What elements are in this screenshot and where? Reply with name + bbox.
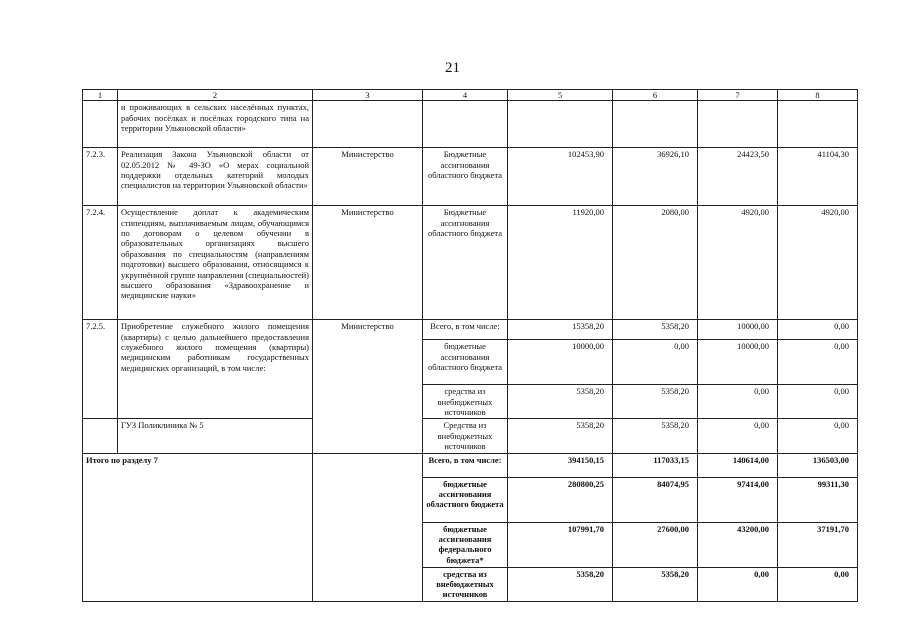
row-value: 394150,15	[508, 453, 613, 477]
row-source: Бюджетные ассигнования областного бюджета	[423, 206, 508, 320]
row-value: 43200,00	[698, 522, 778, 567]
row-org: Министерство	[313, 206, 423, 320]
row-value: 5358,20	[508, 419, 613, 453]
header-row	[83, 90, 858, 101]
row-value: 5358,20	[613, 385, 698, 419]
row-value: 102453,90	[508, 148, 613, 206]
row-value: 24423,50	[698, 148, 778, 206]
row-description: и проживающих в сельских населённых пунктах, рабочих посёлках и посёлках городского типа на территории Ульяновской области»	[118, 101, 313, 148]
row-value: 0,00	[778, 419, 858, 453]
row-source: Всего, в том числе:	[423, 320, 508, 340]
row-value: 0,00	[698, 385, 778, 419]
table-row	[83, 206, 858, 320]
row-source: Средства из внебюджетных источников	[423, 419, 508, 453]
row-value: 84074,95	[613, 477, 698, 522]
row-value: 4920,00	[778, 206, 858, 320]
row-value: 97414,00	[698, 477, 778, 522]
col-header: 4	[423, 90, 508, 101]
row-value: 36926,10	[613, 148, 698, 206]
page-number: 21	[445, 60, 460, 76]
row-value: 140614,00	[698, 453, 778, 477]
budget-table	[82, 89, 858, 602]
row-value: 5358,20	[613, 419, 698, 453]
row-number	[83, 419, 118, 453]
row-org: Министерство	[313, 148, 423, 206]
row-value: 136503,00	[778, 453, 858, 477]
row-number: 7.2.3.	[83, 148, 118, 206]
table-row	[83, 320, 858, 340]
total-row	[83, 522, 858, 567]
row-value: 0,00	[778, 567, 858, 601]
row-value: 2080,00	[613, 206, 698, 320]
col-header: 3	[313, 90, 423, 101]
row-value: 99311,30	[778, 477, 858, 522]
row-value: 5358,20	[508, 385, 613, 419]
row-value: 10000,00	[698, 340, 778, 385]
col-header: 8	[778, 90, 858, 101]
row-number: 7.2.4.	[83, 206, 118, 320]
row-source: Всего, в том числе:	[423, 453, 508, 477]
row-source: Бюджетные ассигнования областного бюджета	[423, 148, 508, 206]
total-row	[83, 567, 858, 601]
row-value: 117033,15	[613, 453, 698, 477]
col-header: 6	[613, 90, 698, 101]
row-value: 107991,70	[508, 522, 613, 567]
table-row	[83, 419, 858, 453]
col-header: 1	[83, 90, 118, 101]
table-row	[83, 101, 858, 148]
total-row	[83, 453, 858, 477]
row-value: 11920,00	[508, 206, 613, 320]
col-header: 2	[118, 90, 313, 101]
row-value: 5358,20	[508, 567, 613, 601]
row-source: средства из внебюджетных источников	[423, 385, 508, 419]
col-header: 5	[508, 90, 613, 101]
row-source: бюджетные ассигнования областного бюджета	[423, 477, 508, 522]
row-number: 7.2.5.	[83, 320, 118, 419]
row-description: Реализация Закона Ульяновской области от 02.05.2012 № 49-ЗО «О мерах социальной поддержки отдельных категорий молодых специалистов на территории Ульяновской области»	[118, 148, 313, 206]
row-value: 10000,00	[698, 320, 778, 340]
row-source: средства из внебюджетных источников	[423, 567, 508, 601]
total-row	[83, 477, 858, 522]
table-row	[83, 148, 858, 206]
total-label: Итого по разделу 7	[83, 453, 313, 477]
row-value: 41104,30	[778, 148, 858, 206]
row-value: 0,00	[778, 385, 858, 419]
row-org: Министерство	[313, 320, 423, 453]
row-description: Приобретение служебного жилого помещения (квартиры) с целью дальнейшего предоставления служебного жилого помещения (квартиры) медицинским работникам государственных медицинских организаций, в том числе:	[118, 320, 313, 419]
row-value: 280800,25	[508, 477, 613, 522]
row-value: 0,00	[698, 419, 778, 453]
row-value: 15358,20	[508, 320, 613, 340]
row-value: 4920,00	[698, 206, 778, 320]
row-source: бюджетные ассигнования областного бюджета	[423, 340, 508, 385]
row-description: Осуществление доплат к академическим стипендиям, выплачиваемым лицам, обучающимся по договорам о целевом обучении в образовательных организациях высшего образования по специальностям (направлениям подготовки) высшего образования, относящимся к укрупнённой группе направления (специальностей) высшего образования «Здравоохранение и медицинские науки»	[118, 206, 313, 320]
row-value: 27600,00	[613, 522, 698, 567]
row-value: 0,00	[778, 340, 858, 385]
row-value: 0,00	[698, 567, 778, 601]
row-value: 37191,70	[778, 522, 858, 567]
col-header: 7	[698, 90, 778, 101]
row-description: ГУЗ Поликлиника № 5	[118, 419, 313, 453]
row-value: 5358,20	[613, 567, 698, 601]
row-value: 10000,00	[508, 340, 613, 385]
row-number	[83, 101, 118, 148]
row-value: 0,00	[613, 340, 698, 385]
row-value: 0,00	[778, 320, 858, 340]
row-source: бюджетные ассигнования федерального бюджета*	[423, 522, 508, 567]
row-value: 5358,20	[613, 320, 698, 340]
